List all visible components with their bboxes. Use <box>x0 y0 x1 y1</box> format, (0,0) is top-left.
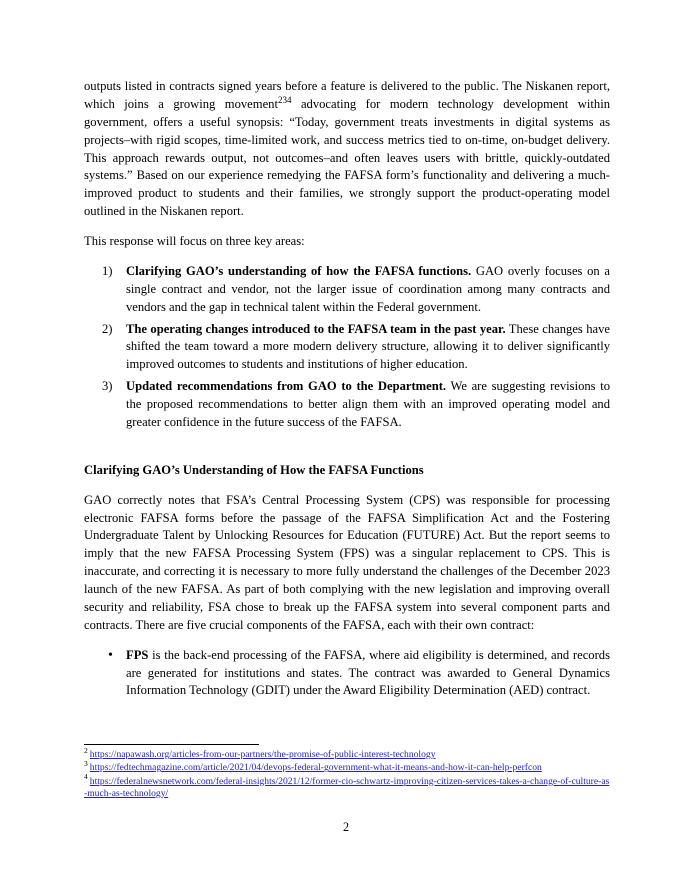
section-heading: Clarifying GAO’s Understanding of How the FAFSA Functions <box>84 462 424 477</box>
page-number: 2 <box>342 820 350 834</box>
list-item-lead: The operating changes introduced to the FAFSA team in the past year. <box>126 321 506 336</box>
footnote-number: 2 <box>84 745 88 755</box>
list-item-text: We are suggesting revisions to the proposed recommendations to better align them with an improved operating model and greater confidence in the future success of the FAFSA. <box>126 379 611 429</box>
list-item-marker: 2) <box>102 321 113 336</box>
footnote-separator <box>84 744 259 745</box>
section-spacer <box>84 438 610 462</box>
footnote-area <box>84 744 610 801</box>
focus-areas-paragraph: This response will focus on three key areas: <box>84 234 305 248</box>
list-item <box>84 647 610 701</box>
footnote-number: 4 <box>84 772 88 782</box>
bullet-icon: • <box>108 647 113 663</box>
footnote-link[interactable]: https://fedtechmagazine.com/article/2021/04/devops-federal-government-what-it-means-and-how-it-can-help-perfcon <box>89 762 542 774</box>
components-bullet-list <box>84 647 610 701</box>
intro-text-continued: advocating for modern technology development within government, offers a useful synopsis: “Today, government treats investments in digital systems as projects–with rigid scopes, time-limited work, and success metrics tied to on-time, on-budget delivery. This approach rewards output, not outcomes–and often leaves users with brittle, quickly-outdated systems.” Based on our experience remedying the FAFSA form’s functionality and delivering a much-improved product to students and their families, we strongly support the product-operating model outlined in the Niskanen report. <box>84 96 610 219</box>
list-item <box>84 321 610 375</box>
list-item-lead: Clarifying GAO’s understanding of how the FAFSA functions. <box>126 263 472 278</box>
list-item-text: These changes have shifted the team toward a more modern delivery structure, allowing it to deliver significantly improved outcomes to students and institutions of higher education. <box>126 321 610 372</box>
footnote-reference: 234 <box>277 94 292 105</box>
section-body-paragraph: GAO correctly notes that FSA’s Central Processing System (CPS) was responsible for processing electronic FAFSA forms before the passage of the FAFSA Simplification Act and the Fostering Undergraduate Talent by Unlocking Resources for Education (FUTURE) Act. But the report seems to imply that the new FAFSA Processing System (FPS) was a singular replacement to CPS. This is inaccurate, and correcting it is necessary to more fully understand the challenges of the December 2023 launch of the new FAFSA. As part of both complying with the new legislation and improving overall security and reliability, FSA chose to break up the FAFSA system into several component parts and contracts. There are five crucial components of the FAFSA, each with their own contract: <box>84 492 610 632</box>
list-item-text: GAO overly focuses on a single contract and vendor, not the larger issue of coordination among many contracts and vendors and the gap in technical talent within the Federal government. <box>126 263 610 314</box>
bullet-lead: FPS <box>126 647 149 662</box>
list-item-marker: 1) <box>102 263 113 278</box>
footnote <box>84 772 610 801</box>
list-item-marker: 3) <box>102 379 113 394</box>
intro-text: outputs listed in contracts signed years before a feature is delivered to the public. The Niskanen report, which joins a growing movement <box>84 79 610 111</box>
intro-paragraph <box>84 78 610 221</box>
key-areas-list <box>84 263 610 432</box>
list-item <box>84 378 610 432</box>
page-content <box>84 78 610 700</box>
footnote-link[interactable]: https://napawash.org/articles-from-our-partners/the-promise-of-public-interest-technology <box>89 749 436 760</box>
list-item <box>84 263 610 317</box>
footnote <box>84 759 610 774</box>
footnote-number: 3 <box>84 759 88 769</box>
bullet-text: is the back-end processing of the FAFSA, where aid eligibility is determined, and records are generated for institutions and states. The contract was awarded to General Dynamics Information Technology (GDIT) under the Award Eligibility Determination (AED) contract. <box>126 647 610 698</box>
footnote <box>84 745 610 761</box>
list-item-lead: Updated recommendations from GAO to the Department. <box>126 379 447 394</box>
footnote-link[interactable]: https://federalnewsnetwork.com/federal-insights/2021/12/former-cio-schwartz-improving-citizen-services-takes-a-change-of-culture-as-much-as-technology/ <box>84 775 610 799</box>
